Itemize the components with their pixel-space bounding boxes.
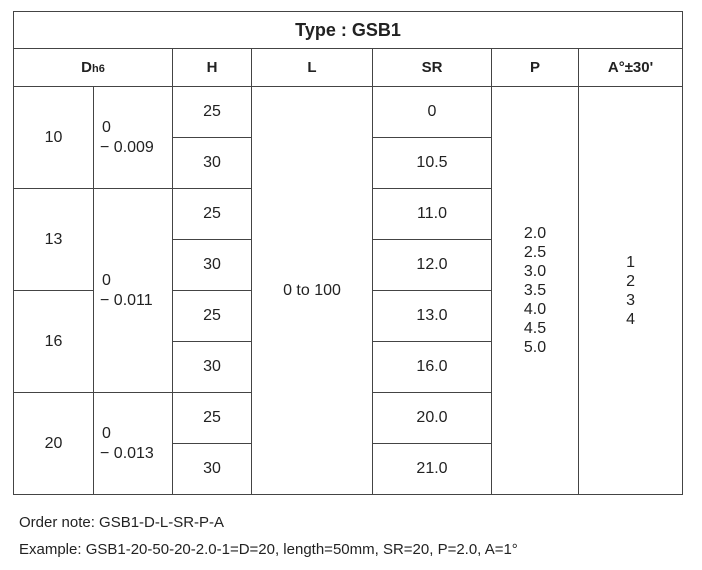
tolerance-upper: 0 (102, 271, 111, 289)
table-title: Type : GSB1 (14, 12, 683, 49)
p-value: 4.5 (523, 320, 547, 337)
a-value: 2 (626, 272, 635, 290)
sr-value: 13.0 (373, 291, 492, 342)
p-value: 3.5 (523, 282, 547, 299)
sr-value: 20.0 (373, 393, 492, 444)
tolerance-cell (94, 87, 173, 189)
p-value: 2.5 (523, 244, 547, 261)
h-value: 30 (173, 240, 252, 291)
header-p: P (492, 49, 579, 87)
sr-value: 0 (373, 87, 492, 138)
sr-value: 10.5 (373, 138, 492, 189)
l-value: 0 to 100 (252, 87, 373, 495)
h-value: 25 (173, 393, 252, 444)
d-value: 13 (14, 189, 94, 291)
tolerance-upper: 0 (102, 118, 111, 136)
a-value: 1 (626, 253, 635, 271)
p-value: 3.0 (523, 263, 547, 280)
table-row (14, 87, 683, 138)
h-value: 25 (173, 189, 252, 240)
d-value: 20 (14, 393, 94, 495)
p-value: 4.0 (523, 301, 547, 318)
h-value: 25 (173, 87, 252, 138)
sr-value: 12.0 (373, 240, 492, 291)
sr-value: 21.0 (373, 444, 492, 495)
tolerance-cell (94, 189, 173, 393)
header-d-sub: h6 (92, 63, 105, 75)
spec-table (13, 11, 683, 495)
h-value: 30 (173, 342, 252, 393)
tolerance-cell (94, 393, 173, 495)
h-value: 25 (173, 291, 252, 342)
tolerance-lower: − 0.011 (100, 291, 153, 309)
tolerance-lower: − 0.009 (100, 138, 154, 156)
h-value: 30 (173, 444, 252, 495)
a-value: 3 (626, 291, 635, 309)
h-value: 30 (173, 138, 252, 189)
p-values (492, 87, 579, 495)
d-value: 10 (14, 87, 94, 189)
header-sr: SR (373, 49, 492, 87)
a-values (579, 87, 683, 495)
a-value: 4 (626, 310, 635, 328)
tolerance-upper: 0 (102, 424, 111, 442)
header-d (14, 49, 173, 87)
d-value: 16 (14, 291, 94, 393)
sr-value: 11.0 (373, 189, 492, 240)
tolerance-lower: − 0.013 (100, 444, 154, 462)
sr-value: 16.0 (373, 342, 492, 393)
order-note: Order note: GSB1-D-L-SR-P-A (19, 514, 225, 531)
p-value: 5.0 (523, 339, 547, 356)
header-h: H (173, 49, 252, 87)
header-a: A°±30' (579, 49, 683, 87)
header-d-main: D (81, 59, 92, 76)
p-value: 2.0 (523, 225, 547, 242)
header-l: L (252, 49, 373, 87)
example-note: Example: GSB1-20-50-20-2.0-1=D=20, length=50mm, SR=20, P=2.0, A=1° (19, 541, 518, 558)
